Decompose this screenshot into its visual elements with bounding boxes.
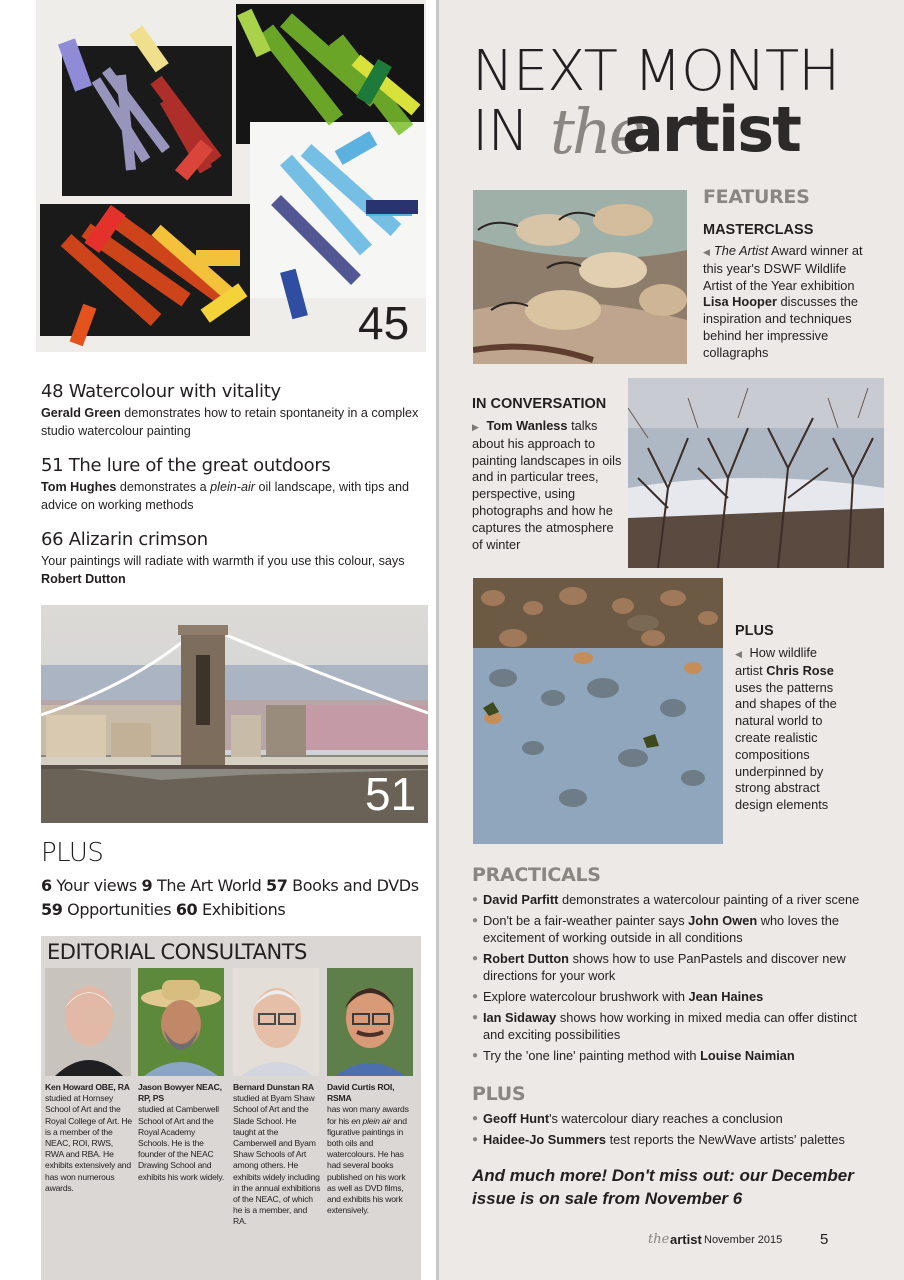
dept-item-your-views[interactable]: 6 Your views (41, 876, 142, 895)
summary-text-2: oil landscape, with tips and advice on working methods (41, 480, 409, 512)
portrait-photo (327, 968, 413, 1076)
practicals-heading: PRACTICALS (472, 864, 601, 886)
winter-trees-painting (628, 378, 884, 568)
masthead-in: IN (472, 99, 529, 164)
story-great-outdoors (41, 454, 426, 514)
consultant-name: David Curtis ROI, RSMA (327, 1082, 395, 1104)
masthead-next-month: NEXT MONTH (472, 39, 840, 104)
artist-name: Tom Wanless (486, 418, 568, 433)
bridge-page-number: 51 (365, 768, 417, 820)
consultant-jason-bowyer (138, 968, 226, 1183)
story-summary (41, 552, 426, 588)
consultant-name: Bernard Dunstan RA (233, 1082, 314, 1092)
summary-text: demonstrates how to retain spontaneity in a complex studio watercolour painting (41, 406, 419, 438)
consultant-bio-text-2: and figurative paintings in both oils and watercolours. He has had several books published on his work as well as DVD films, and exhibits his work extensively. (327, 1115, 407, 1216)
practical-item[interactable]: ● Robert Dutton shows how to use PanPastels and discover new directions for your work (472, 950, 872, 984)
dept-item-art-world[interactable]: 9 The Art World (141, 876, 267, 895)
story-heading[interactable]: 48 Watercolour with vitality (41, 381, 281, 402)
masterclass-description (703, 243, 863, 362)
artist-name: Gerald Green (41, 406, 121, 420)
features-heading: FEATURES (703, 186, 810, 208)
right-triangle-icon: ▶ (472, 422, 479, 432)
hero-page-number: 45 (358, 297, 410, 349)
artist-name: Tom Hughes (41, 480, 117, 494)
plus-item[interactable]: ● Geoff Hunt's watercolour diary reaches a conclusion (472, 1110, 872, 1127)
conversation-text: talks about his approach to painting landscapes in oils and in particular trees, perspective, using photographs and how he captures the atmosphere of winter (472, 418, 622, 552)
consultant-bio-text: has won many awards for his (327, 1104, 409, 1126)
consultant-bernard-dunstan (233, 968, 321, 1228)
artist-name: Lisa Hooper (703, 294, 777, 310)
closing-callout: And much more! Don't miss out: our December issue is on sale from November 6 (472, 1166, 854, 1208)
consultants-title: EDITORIAL CONSULTANTS (47, 940, 307, 964)
plus-feature-text-2: uses the patterns and shapes of the natural world to create realistic compositions underpinned by strong abstract design elements (735, 679, 837, 813)
dept-item-books-dvds[interactable]: 57 Books and DVDs (266, 876, 419, 895)
masthead-logo-artist: artist (622, 93, 800, 166)
left-page (0, 0, 436, 1280)
story-summary (41, 478, 426, 514)
practicals-list (472, 891, 872, 1068)
artist-name: Robert Dutton (41, 572, 126, 586)
portrait-photo (233, 968, 319, 1076)
left-triangle-icon: ◀ (703, 247, 710, 257)
consultant-bio-text: studied at Byam Shaw School of Art and the Slade School. He taught at the Camberwell and Byam Shaw Schools of Art among others. He exhibits widely including in the annual exhibitions of the NEAC, of which he is a member, and RA. (233, 1093, 321, 1227)
editorial-consultants-panel (41, 936, 421, 1280)
plus-section-heading: PLUS (472, 1083, 526, 1105)
consultant-ken-howard (45, 968, 133, 1194)
plus-heading: PLUS (41, 838, 104, 868)
plus-item[interactable]: ● Haidee-Jo Summers test reports the NewWave artists' palettes (472, 1131, 872, 1148)
suspension-bridge-painting (41, 605, 428, 823)
footer-logo-artist: artist (670, 1232, 702, 1247)
practical-item[interactable]: ● Explore watercolour brushwork with Jean Haines (472, 988, 872, 1005)
masterclass-heading: MASTERCLASS (703, 222, 814, 238)
page-footer (648, 1232, 868, 1252)
consultant-bio-italic: en plein air (351, 1115, 391, 1126)
summary-text: Your paintings will radiate with warmth if you use this colour, says (41, 554, 405, 568)
magazine-title: The Artist (713, 243, 769, 258)
summary-italic: plein-air (210, 480, 255, 494)
masterclass-text: Award winner at this year's DSWF Wildlife Artist of the Year exhibition (703, 243, 863, 293)
dept-item-opportunities[interactable]: 59 Opportunities (41, 900, 176, 919)
practical-item[interactable]: ● Ian Sidaway shows how working in mixed media can offer distinct and exciting possibilities (472, 1009, 872, 1043)
consultant-bio (233, 1082, 321, 1228)
plus-feature-description (735, 645, 845, 814)
dept-item-exhibitions[interactable]: 60 Exhibitions (175, 900, 286, 919)
next-month-masthead (472, 39, 872, 172)
consultant-bio-text: studied at Camberwell School of Art and the Royal Academy Schools. He is the founder of the NEAC Drawing School and exhibits his work widely. (138, 1104, 225, 1182)
plus-list (472, 1110, 872, 1152)
curlew-collagraph-image (473, 190, 687, 364)
practical-item[interactable]: ● Don't be a fair-weather painter says John Owen who loves the excitement of working outside in all conditions (472, 912, 872, 946)
story-alizarin-crimson (41, 528, 426, 588)
practical-item[interactable]: ● Try the 'one line' painting method with Louise Naimian (472, 1047, 872, 1064)
portrait-photo (45, 968, 131, 1076)
masthead-logo-the: the (550, 95, 643, 168)
consultant-bio (45, 1082, 133, 1194)
in-conversation-heading: IN CONVERSATION (472, 396, 607, 412)
consultant-name: Ken Howard OBE, RA (45, 1082, 130, 1092)
artist-name: Chris Rose (766, 662, 834, 678)
pastel-artwork-image (36, 0, 426, 352)
consultant-name: Jason Bowyer NEAC, RP, PS (138, 1082, 222, 1104)
footer-issue-date: November 2015 (704, 1234, 783, 1246)
consultant-bio (138, 1082, 226, 1183)
pebble-beach-painting (473, 578, 723, 844)
left-triangle-icon: ◀ (735, 649, 742, 659)
footer-logo-the: the (648, 1232, 670, 1247)
portrait-photo (138, 968, 224, 1076)
plus-feature-text: How wildlife artist (735, 645, 818, 678)
masterclass-text-2: discusses the inspiration and techniques behind her impressive collagraphs (703, 294, 859, 360)
consultant-bio (327, 1082, 415, 1216)
story-heading[interactable]: 66 Alizarin crimson (41, 529, 208, 550)
page-number: 5 (820, 1231, 829, 1248)
story-heading[interactable]: 51 The lure of the great outdoors (41, 455, 331, 476)
story-watercolour-vitality (41, 380, 426, 440)
plus-feature-heading: PLUS (735, 623, 774, 639)
in-conversation-description (472, 418, 622, 553)
plus-department-list (41, 874, 431, 922)
summary-text: demonstrates a (116, 480, 211, 494)
consultant-bio-text: studied at Hornsey School of Art and the Royal College of Art. He is a member of the NEAC, ROI, RWS, RWA and RBA. He exhibits extensively and has won numerous awards. (45, 1093, 132, 1193)
consultant-david-curtis (327, 968, 415, 1216)
practical-item[interactable]: ● David Parfitt demonstrates a watercolour painting of a river scene (472, 891, 872, 908)
story-summary (41, 404, 426, 440)
